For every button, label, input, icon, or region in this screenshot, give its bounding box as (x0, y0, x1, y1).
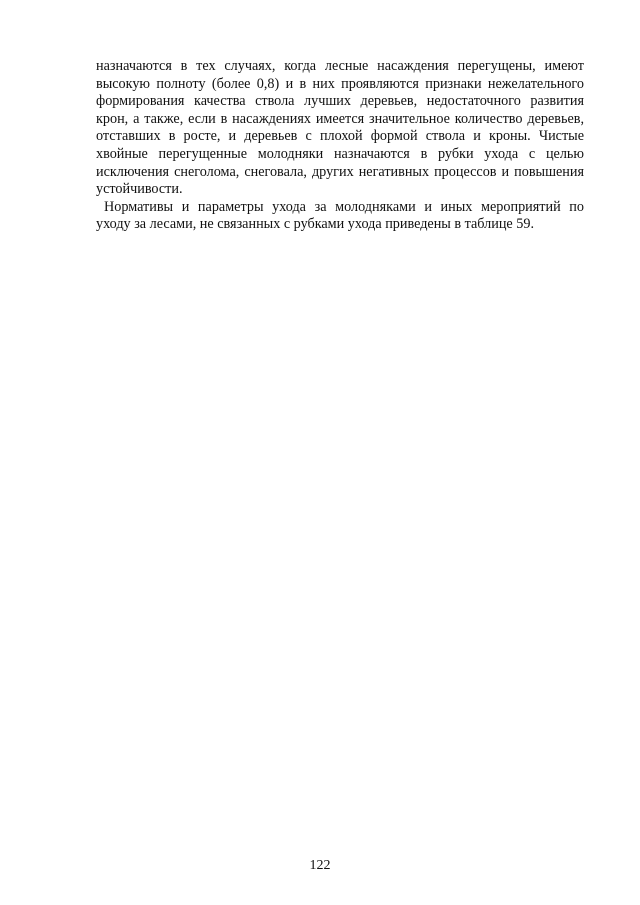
paragraph-1 (96, 58, 584, 199)
paragraph-2 (96, 199, 584, 234)
text-line: отставших в росте, и деревьев с плохой формой ствола и кроны. Чистые (96, 128, 584, 145)
page-number: 122 (309, 858, 331, 873)
text-line: высокую полноту (более 0,8) и в них проявляются признаки нежелательного (96, 75, 584, 92)
text-line: формирования качества ствола лучших деревьев, недостаточного развития (96, 93, 584, 110)
text-line: исключения снеголома, снеговала, других негативных процессов и повышения (96, 163, 584, 180)
text-line: устойчивости. (96, 181, 183, 198)
text-line: крон, а также, если в насаждениях имеется значительное количество деревьев, (96, 110, 584, 127)
text-line: уходу за лесами, не связанных с рубками ухода приведены в таблице 59. (96, 216, 535, 233)
body-text (96, 58, 584, 234)
text-line: Нормативы и параметры ухода за молодняками и иных мероприятий по (104, 198, 584, 215)
text-line: назначаются в тех случаях, когда лесные насаждения перегущены, имеют (96, 58, 584, 74)
text-line: хвойные перегущенные молодняки назначаются в рубки ухода с целью (96, 145, 584, 162)
